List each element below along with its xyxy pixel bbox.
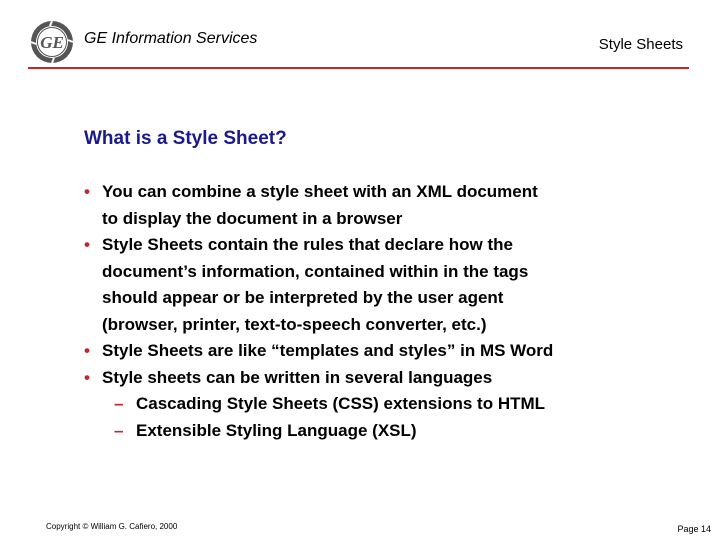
bullet-icon: • (84, 367, 90, 387)
bullet-icon: • (84, 235, 90, 254)
dash-icon: – (114, 394, 124, 413)
bullet-list (84, 179, 664, 444)
bullet-line: document’s information, contained within in the tags (102, 261, 529, 281)
bullet-text (102, 365, 664, 392)
bullet-text (102, 338, 664, 365)
bullet-line: to display the document in a browser (102, 208, 403, 228)
bullet-item (84, 365, 664, 392)
sub-bullet-text: Extensible Styling Language (XSL) (136, 420, 417, 440)
bullet-line: should appear or be interpreted by the user agent (102, 288, 504, 307)
bullet-icon: • (84, 182, 90, 201)
sub-bullet-text: Cascading Style Sheets (CSS) extensions to HTML (136, 394, 546, 413)
bullet-line: (browser, printer, text-to-speech converter, etc.) (102, 314, 487, 334)
dash-icon: – (114, 420, 124, 440)
bullet-text (102, 232, 664, 338)
bullet-line: Style sheets can be written in several languages (102, 367, 493, 387)
bullet-line: Style Sheets are like “templates and styles” in MS Word (102, 341, 554, 360)
copyright-notice: Copyright © William G. Cafiero, 2000 (46, 522, 178, 531)
section-title: Style Sheets (598, 36, 683, 53)
ge-logo (30, 20, 74, 64)
bullet-item (84, 179, 664, 232)
ge-logo-text: GE (40, 33, 64, 52)
bullet-text (102, 179, 664, 232)
slide-title: What is a Style Sheet? (84, 128, 287, 149)
company-name: GE Information Services (84, 30, 258, 47)
page-number: Page 14 (677, 524, 711, 534)
sub-bullet-item (84, 391, 664, 418)
header-divider (28, 67, 689, 69)
bullet-line: Style Sheets contain the rules that declare how the (102, 235, 513, 254)
bullet-line: You can combine a style sheet with an XML document (102, 182, 538, 201)
sub-bullet-item (84, 418, 664, 445)
bullet-item (84, 338, 664, 365)
bullet-item (84, 232, 664, 338)
bullet-icon: • (84, 341, 90, 360)
